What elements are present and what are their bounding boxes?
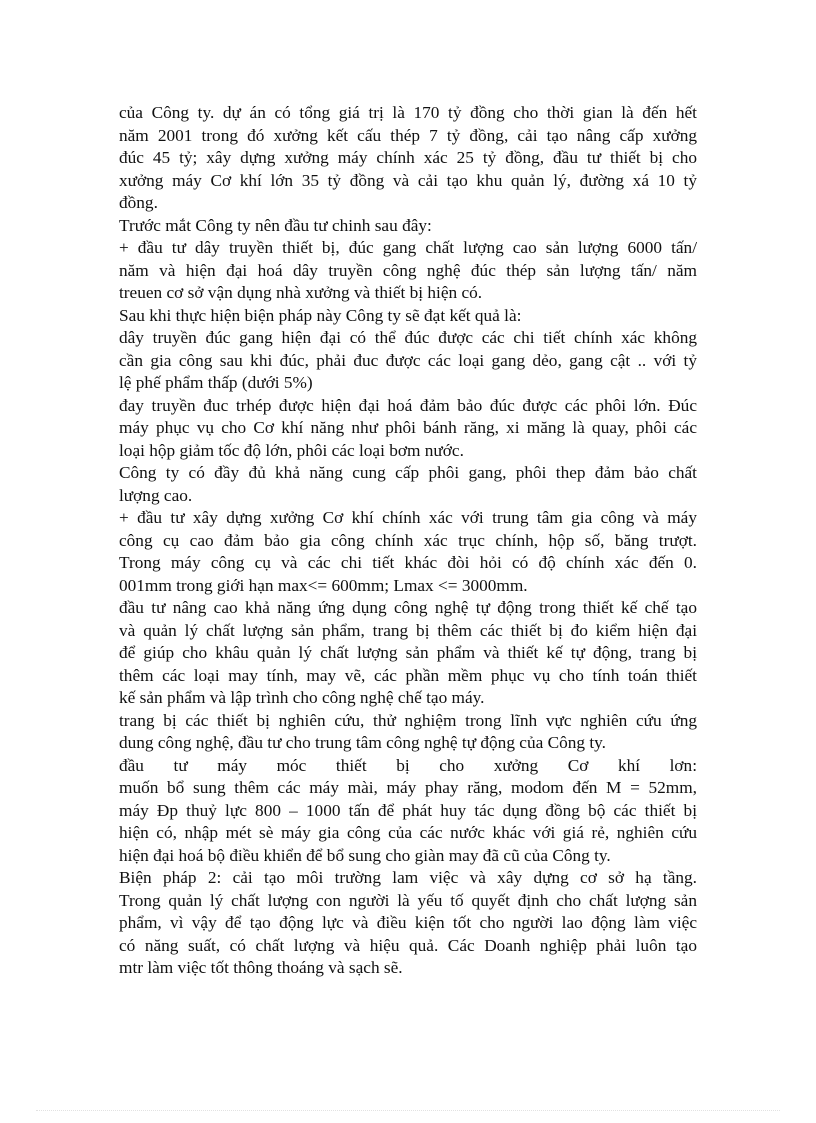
text-line: loại hộp giảm tốc độ lớn, phôi các loại bơm nước. xyxy=(119,440,464,460)
text-line: treuen cơ sở vận dụng nhà xưởng và thiết bị hiện có. xyxy=(119,283,483,302)
text-line: muốn bổ sung thêm các máy mài, máy phay răng, modom đến M = 52mm, xyxy=(119,778,697,797)
text-line: cần gia công sau khi đúc, phải đuc được các loại gang dẻo, gang cật .. với tỷ xyxy=(119,350,697,370)
text-line: Trong quản lý chất lượng con người là yếu tố quyết định cho chất lượng sản xyxy=(119,890,697,910)
page-bottom-rule xyxy=(36,1110,780,1111)
text-line: đầu tư máy móc thiết bị cho xưởng Cơ khí lơn: xyxy=(119,755,697,775)
text-line: + đầu tư dây truyền thiết bị, đúc gang chất lượng cao sản lượng 6000 tấn/ xyxy=(119,238,697,257)
text-line: Công ty có đầy đủ khả năng cung cấp phôi gang, phôi thep đảm bảo chất xyxy=(119,463,697,482)
text-line: mtr làm việc tốt thông thoáng và sạch sẽ. xyxy=(119,958,403,977)
text-line: Trước mắt Công ty nên đầu tư chinh sau đây: xyxy=(119,215,432,235)
text-line: Biện pháp 2: cải tạo môi trường lam việc và xây dựng cơ sở hạ tầng. xyxy=(119,868,697,887)
text-line: hiện có, nhập mét sè máy gia công của các nước khác với giá rẻ, nghiên cứu xyxy=(119,823,697,842)
text-line: Trong máy công cụ và các chi tiết khác đòi hỏi có độ chính xác đến 0. xyxy=(119,553,697,572)
text-line: hiện đại hoá bộ điều khiển để bổ sung cho giàn may đã cũ của Công ty. xyxy=(119,845,611,865)
text-line: xưởng máy Cơ khí lớn 35 tỷ đồng và cải tạo khu quản lý, đường xá 10 tỷ xyxy=(119,170,697,190)
text-line: năm và hiện đại hoá dây truyền công nghệ đúc thép sản lượng tấn/ năm xyxy=(119,260,697,280)
text-line: máy phục vụ cho Cơ khí năng như phôi bánh răng, xi măng là quay, phôi các xyxy=(119,418,697,437)
text-line: Sau khi thực hiện biện pháp này Công ty sẽ đạt kết quả là: xyxy=(119,305,522,325)
text-line: đay truyền đuc trhép được hiện đại hoá đảm bảo đúc được các phôi lớn. Đúc xyxy=(119,395,697,415)
text-line: thêm các loại may tính, may vẽ, các phần mềm phục vụ cho tính toán thiết xyxy=(119,665,697,685)
text-line: và quản lý chất lượng sản phẩm, trang bị thêm các thiết bị đo kiểm hiện đại xyxy=(119,620,697,640)
text-line: đồng. xyxy=(119,193,158,212)
text-line: để giúp cho khâu quản lý chất lượng sản phẩm và thiết kế tự động, trang bị xyxy=(119,643,697,662)
text-line: kế sản phẩm và lập trình cho công nghệ chế tạo máy. xyxy=(119,688,485,707)
text-line: công cụ cao đảm bảo gia công chính xác trục chính, hộp số, băng trượt. xyxy=(119,530,697,550)
text-line: năm 2001 trong đó xưởng kết cấu thép 7 tỷ đồng, cải tạo nâng cấp xưởng xyxy=(119,125,697,145)
text-line: lượng cao. xyxy=(119,485,193,505)
text-line: của Công ty. dự án có tổng giá trị là 170 tỷ đồng cho thời gian là đến hết xyxy=(119,103,697,122)
text-line: đúc 45 tỷ; xây dựng xưởng máy chính xác 25 tỷ đồng, đầu tư thiết bị cho xyxy=(119,148,697,167)
text-line: 001mm trong giới hạn max<= 600mm; Lmax <= 3000mm. xyxy=(119,575,528,595)
document-body xyxy=(119,102,697,980)
text-line: đầu tư nâng cao khả năng ứng dụng công nghệ tự động trong thiết kế chế tạo xyxy=(119,598,697,617)
text-line: + đầu tư xây dựng xưởng Cơ khí chính xác với trung tâm gia công và máy xyxy=(119,508,697,527)
text-line: máy Đp thuỷ lực 800 – 1000 tấn để phát huy tác dụng đồng bộ các thiết bị xyxy=(119,800,697,820)
text-line: phẩm, vì vậy để tạo động lực và điều kiện tốt cho người lao động làm việc xyxy=(119,913,697,932)
text-line: trang bị các thiết bị nghiên cứu, thử nghiệm trong lĩnh vực nghiên cứu ứng xyxy=(119,710,697,730)
text-line: dây truyền đúc gang hiện đại có thể đúc được các chi tiết chính xác không xyxy=(119,328,697,347)
text-line: lệ phế phẩm thấp (dưới 5%) xyxy=(119,373,313,392)
text-line: dung công nghệ, đầu tư cho trung tâm công nghệ tự động của Công ty. xyxy=(119,733,606,752)
text-line: có năng suất, có chất lượng và hiệu quả. Các Doanh nghiệp phải luôn tạo xyxy=(119,935,697,955)
